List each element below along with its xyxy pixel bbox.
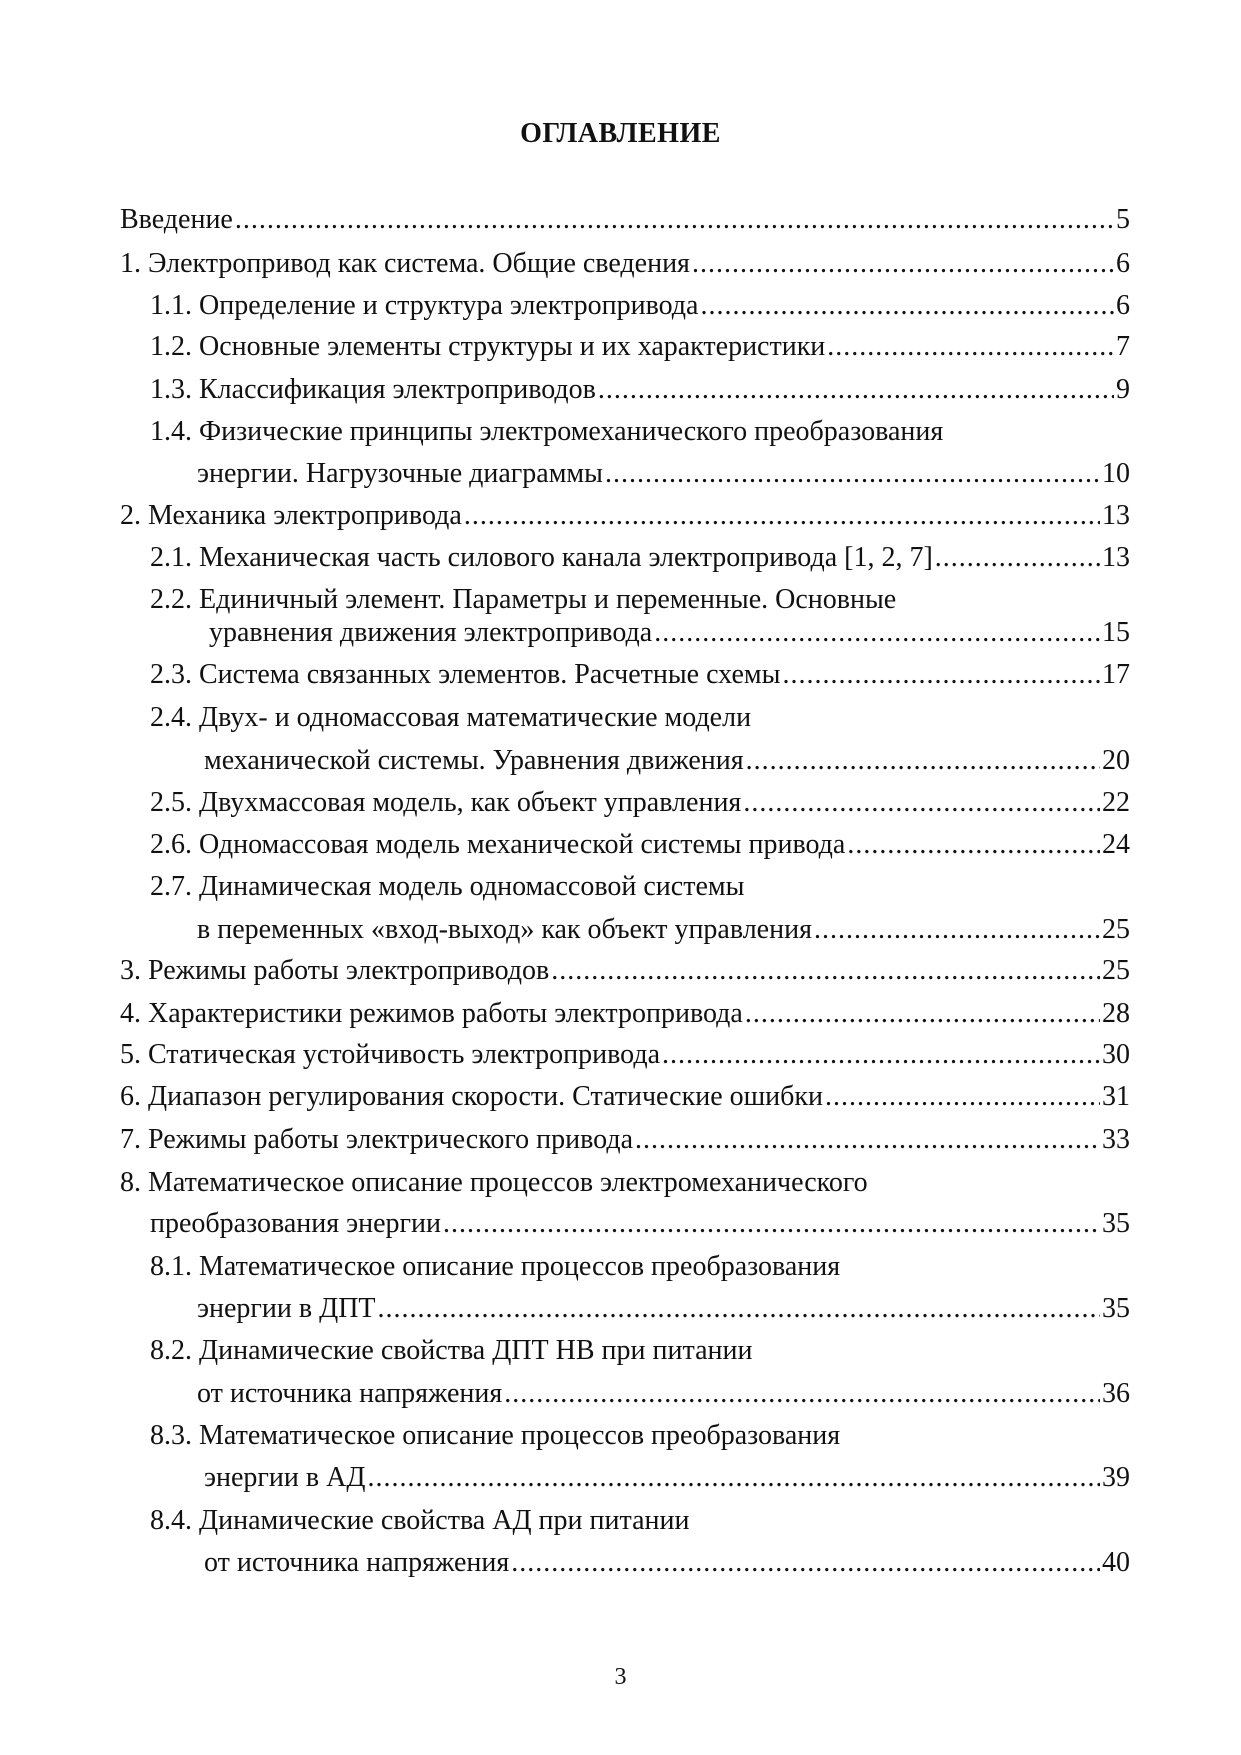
toc-entry-title: 1. Электропривод как система. Общие сведения: [120, 248, 690, 279]
toc-entry-title: от источника напряжения: [197, 1378, 503, 1409]
toc-entry: [150, 870, 744, 904]
dot-leader: [782, 658, 1100, 692]
dot-leader: [692, 247, 1114, 281]
toc-entry-title: 1.4. Физические принципы электромеханического преобразования: [150, 416, 944, 447]
toc-entry-page: 6: [1116, 290, 1130, 321]
toc-entry-page: 10: [1102, 458, 1130, 489]
toc-entry-title: 2. Механика электропривода: [120, 500, 462, 531]
dot-leader: [814, 913, 1100, 947]
dot-leader: [654, 616, 1100, 650]
toc-entry-title: 3. Режимы работы электроприводов: [120, 955, 550, 986]
toc-entry-title: 8. Математическое описание процессов электромеханического: [120, 1167, 868, 1198]
toc-entry-title: 8.3. Математическое описание процессов преобразования: [150, 1420, 841, 1451]
toc-entry-title: 8.2. Динамические свойства ДПТ НВ при питании: [150, 1335, 753, 1366]
toc-entry-page: 31: [1102, 1081, 1130, 1112]
toc-entry: [197, 1377, 1130, 1411]
toc-entry-title: энергии. Нагрузочные диаграммы: [197, 458, 603, 489]
toc-entry-page: 13: [1102, 500, 1130, 531]
toc-entry-page: 6: [1116, 248, 1130, 279]
toc-entry-title: 2.2. Единичный элемент. Параметры и переменные. Основные: [150, 584, 897, 615]
toc-entry-title: 6. Диапазон регулирования скорости. Статические ошибки: [120, 1081, 823, 1112]
toc-entry-title: 2.3. Система связанных элементов. Расчетные схемы: [150, 659, 781, 690]
toc-entry-page: 39: [1102, 1462, 1130, 1493]
toc-entry-title: 5. Статическая устойчивость электропривода: [120, 1039, 661, 1070]
toc-entry: [150, 330, 1130, 364]
toc-entry: [120, 1038, 1130, 1072]
toc-entry-title: 2.6. Одномассовая модель механической системы привода: [150, 829, 846, 860]
toc-entry-page: 22: [1102, 787, 1130, 818]
toc-entry: [120, 247, 1130, 281]
dot-leader: [746, 744, 1100, 778]
toc-entry-title: 1.1. Определение и структура электропривода: [150, 290, 699, 321]
toc-entry-page: 9: [1116, 374, 1130, 405]
toc-entry-page: 13: [1102, 542, 1130, 573]
toc-entry-page: 28: [1102, 998, 1130, 1029]
toc-entry-title: преобразования энергии: [150, 1208, 441, 1239]
toc-entry-title: механической системы. Уравнения движения: [204, 745, 744, 776]
toc-entry-title: 1.3. Классификация электроприводов: [150, 374, 596, 405]
toc-entry-page: 30: [1102, 1039, 1130, 1070]
toc-entry-page: 7: [1116, 331, 1130, 362]
toc-entry-page: 35: [1102, 1208, 1130, 1239]
toc-entry-page: 20: [1102, 745, 1130, 776]
toc-entry: [120, 499, 1130, 533]
toc-entry-page: 40: [1102, 1547, 1130, 1578]
toc-entry-page: 35: [1102, 1293, 1130, 1324]
toc-entry: [150, 541, 1130, 575]
toc-entry-title: Введение: [120, 204, 233, 235]
dot-leader: [443, 1207, 1100, 1241]
toc-entry: [120, 954, 1130, 988]
toc-entry-title: от источника напряжения: [204, 1547, 510, 1578]
dot-leader: [847, 828, 1100, 862]
toc-entry: [150, 1334, 752, 1368]
toc-entry: [204, 1461, 1130, 1495]
dot-leader: [605, 457, 1100, 491]
dot-leader: [745, 997, 1100, 1031]
toc-entry-title: в переменных «вход-выход» как объект управления: [197, 914, 812, 945]
toc-entry: [150, 1419, 840, 1453]
toc-entry-title: энергии в ДПТ: [197, 1293, 376, 1324]
dot-leader: [511, 1546, 1100, 1580]
toc-entry: [209, 616, 1130, 650]
toc-entry-page: 24: [1102, 829, 1130, 860]
toc-entry: [150, 289, 1130, 323]
toc-entry: [150, 415, 943, 449]
toc-entry-title: 2.4. Двух- и одномассовая математические модели: [150, 702, 752, 733]
toc-entry: [197, 913, 1130, 947]
dot-leader: [464, 499, 1100, 533]
toc-entry-title: 2.7. Динамическая модель одномассовой системы: [150, 871, 745, 902]
dot-leader: [635, 1123, 1100, 1157]
toc-entry: [120, 997, 1130, 1031]
toc-entry: [150, 373, 1130, 407]
toc-entry-page: 15: [1102, 617, 1130, 648]
dot-leader: [700, 289, 1114, 323]
dot-leader: [743, 786, 1100, 820]
toc-entry-title: 2.5. Двухмассовая модель, как объект управления: [150, 787, 742, 818]
toc-title: ОГЛАВЛЕНИЕ: [520, 118, 721, 149]
toc-entry: [150, 583, 896, 617]
dot-leader: [935, 541, 1100, 575]
toc-entry: [150, 1504, 689, 1538]
dot-leader: [825, 1080, 1100, 1114]
toc-entry-page: 25: [1102, 914, 1130, 945]
dot-leader: [378, 1292, 1100, 1326]
dot-leader: [827, 330, 1114, 364]
toc-entry-title: энергии в АД: [204, 1462, 366, 1493]
toc-entry: [150, 701, 751, 735]
toc-entry: [197, 1292, 1130, 1326]
toc-entry-page: 17: [1102, 659, 1130, 690]
toc-entry: [120, 1123, 1130, 1157]
toc-entry-page: 36: [1102, 1378, 1130, 1409]
toc-entry: [150, 828, 1130, 862]
toc-entry: [120, 203, 1130, 237]
dot-leader: [504, 1377, 1100, 1411]
dot-leader: [551, 954, 1100, 988]
toc-entry-title: 1.2. Основные элементы структуры и их характеристики: [150, 331, 826, 362]
toc-entry: [204, 1546, 1130, 1580]
toc-entry: [120, 1080, 1130, 1114]
page-number: 3: [614, 1664, 627, 1690]
toc-entry: [120, 1166, 868, 1200]
toc-entry: [204, 744, 1130, 778]
toc-entry-title: 4. Характеристики режимов работы электропривода: [120, 998, 743, 1029]
dot-leader: [662, 1038, 1100, 1072]
toc-entry: [197, 457, 1130, 491]
toc-entry-page: 25: [1102, 955, 1130, 986]
toc-entry-page: 5: [1116, 204, 1130, 235]
dot-leader: [235, 203, 1114, 237]
toc-entry: [150, 1250, 840, 1284]
toc-entry-title: 8.1. Математическое описание процессов преобразования: [150, 1251, 841, 1282]
toc-entry: [150, 658, 1130, 692]
toc-entry-title: уравнения движения электропривода: [209, 617, 653, 648]
toc-entry-title: 2.1. Механическая часть силового канала электропривода [1, 2, 7]: [150, 542, 933, 573]
toc-entry-title: 7. Режимы работы электрического привода: [120, 1124, 634, 1155]
dot-leader: [367, 1461, 1100, 1495]
toc-entry-page: 33: [1102, 1124, 1130, 1155]
dot-leader: [598, 373, 1114, 407]
toc-entry: [150, 1207, 1130, 1241]
toc-entry: [150, 786, 1130, 820]
toc-entry-title: 8.4. Динамические свойства АД при питании: [150, 1505, 690, 1536]
